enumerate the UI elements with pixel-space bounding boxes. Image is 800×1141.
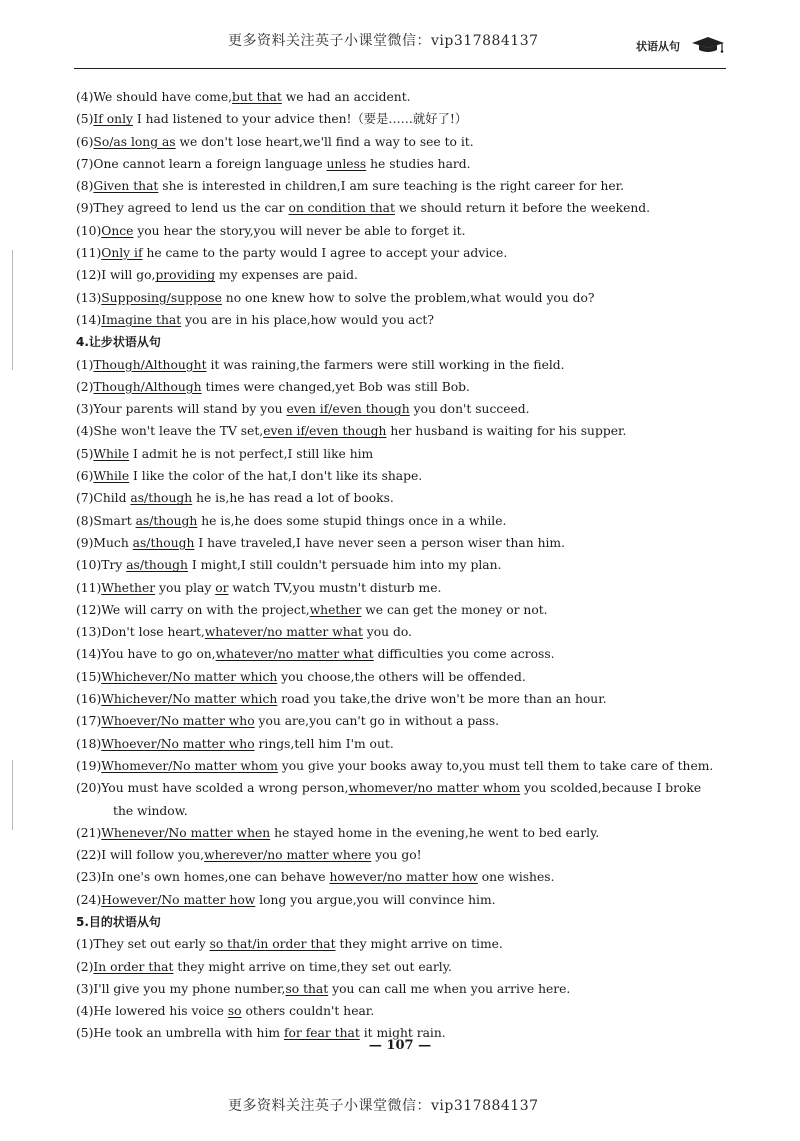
sentence-text: we should return it before the weekend. [394, 201, 651, 216]
example-sentence [76, 643, 766, 665]
example-sentence [76, 443, 766, 465]
underlined-conjunction: however/no matter how [329, 870, 478, 885]
sentence-text: (10)Try [76, 558, 127, 573]
example-sentence [76, 733, 766, 755]
underlined-conjunction: However/No matter how [101, 892, 256, 907]
sentence-text: you hear the story,you will never be able to forget it. [133, 223, 466, 238]
sentence-text: (14)You have to go on, [76, 647, 216, 662]
example-sentence [76, 398, 766, 420]
example-sentence [76, 354, 766, 376]
underlined-conjunction: so that/in order that [209, 937, 336, 952]
example-sentence [76, 175, 766, 197]
example-sentence [76, 577, 766, 599]
sentence-text: (22)I will follow you, [76, 848, 205, 863]
section-heading [76, 331, 766, 353]
sentence-text: others couldn't hear. [241, 1004, 375, 1019]
example-sentence [76, 510, 766, 532]
underlined-conjunction: Whomever/No matter whom [101, 758, 278, 773]
underlined-conjunction: Whoever/No matter who [101, 736, 255, 751]
sentence-text: you scolded,because I broke [520, 781, 702, 796]
underlined-conjunction: Whoever/No matter who [101, 714, 255, 729]
example-sentence [76, 287, 766, 309]
sentence-text: (23)In one's own homes,one can behave [76, 870, 330, 885]
sentence-text: you go! [371, 848, 422, 863]
sentence-text: (1) [76, 357, 94, 372]
sentence-text: 5.目的状语从句 [76, 914, 161, 929]
example-sentence [76, 710, 766, 732]
sentence-text: (19) [76, 758, 102, 773]
underlined-conjunction: Though/Although [93, 379, 202, 394]
sentence-text: I admit he is not perfect,I still like him [129, 446, 374, 461]
sentence-text: (7)Child [76, 491, 131, 506]
bottom-banner: 更多资料关注英子小课堂微信：vip317884137 [228, 1098, 539, 1114]
underlined-conjunction: While [93, 446, 130, 461]
sentence-text: you don't succeed. [409, 402, 530, 417]
example-sentence [76, 532, 766, 554]
sentence-text: I might,I still couldn't persuade him into my plan. [187, 558, 502, 573]
sentence-text: one wishes. [477, 870, 555, 885]
sentence-text: (2) [76, 379, 94, 394]
sentence-text: (4)We should have come, [76, 90, 233, 104]
underlined-conjunction: or [215, 580, 229, 595]
underlined-conjunction: whomever/no matter whom [348, 781, 521, 796]
chapter-tag: 状语从句 [636, 40, 680, 53]
sentence-text: (6) [76, 469, 94, 484]
sentence-text: (11) [76, 246, 102, 261]
underlined-conjunction: Once [101, 223, 134, 238]
sentence-text: she is interested in children,I am sure teaching is the right career for her. [158, 179, 625, 194]
example-sentence [76, 956, 766, 978]
sentence-text: I have traveled,I have never seen a person wiser than him. [194, 535, 565, 550]
sentence-text: (7)One cannot learn a foreign language [76, 156, 327, 171]
sentence-text: (5) [76, 112, 94, 127]
sentence-text: we had an accident. [281, 90, 411, 104]
document-body [76, 86, 766, 1045]
sentence-text: (13)Don't lose heart, [76, 625, 205, 640]
graduation-cap-icon [690, 34, 726, 54]
example-sentence [76, 108, 766, 130]
sentence-text: he came to the party would I agree to accept your advice. [142, 246, 508, 261]
sentence-text: long you argue,you will convince him. [255, 892, 496, 907]
sentence-text: (1)They set out early [76, 937, 210, 952]
sentence-text: my expenses are paid. [215, 268, 358, 283]
underlined-conjunction: So/as long as [93, 134, 176, 149]
sentence-text: they might arrive on time. [335, 937, 503, 952]
section-heading [76, 911, 766, 933]
underlined-conjunction: as/though [130, 491, 193, 506]
page-number: — 107 — [368, 1038, 432, 1053]
sentence-text: we can get the money or not. [361, 602, 548, 617]
sentence-text: I had listened to your advice then!（要是……就好了!） [132, 112, 468, 127]
example-sentence [76, 220, 766, 242]
example-sentence [76, 465, 766, 487]
underlined-conjunction: for fear that [283, 1026, 360, 1041]
example-sentence [76, 309, 766, 331]
sentence-text: her husband is waiting for his supper. [386, 424, 627, 439]
sentence-text: (6) [76, 134, 94, 149]
underlined-conjunction: so [227, 1004, 242, 1019]
underlined-conjunction: Only if [101, 246, 143, 261]
sentence-text: (12)We will carry on with the project, [76, 602, 310, 617]
underlined-conjunction: even if/even though [263, 424, 387, 439]
sentence-text: you choose,the others will be offended. [277, 669, 526, 684]
example-sentence [76, 86, 766, 108]
example-sentence-continuation [76, 800, 766, 822]
sentence-text: (24) [76, 892, 102, 907]
underlined-conjunction: unless [326, 156, 367, 171]
example-sentence [76, 889, 766, 911]
example-sentence [76, 264, 766, 286]
sentence-text: you are,you can't go in without a pass. [254, 714, 500, 729]
example-sentence [76, 978, 766, 1000]
sentence-text: rings,tell him I'm out. [254, 736, 394, 751]
underlined-conjunction: whether [309, 602, 362, 617]
underlined-conjunction: even if/even though [286, 402, 410, 417]
example-sentence [76, 777, 766, 799]
sentence-text: you give your books away to,you must tell them to take care of them. [277, 758, 714, 773]
example-sentence [76, 420, 766, 442]
sentence-text: no one knew how to solve the problem,what would you do? [221, 290, 595, 305]
sentence-text: (14) [76, 312, 102, 327]
sentence-text: watch TV,you mustn't disturb me. [228, 580, 442, 595]
sentence-text: you are in his place,how would you act? [181, 312, 434, 327]
sentence-text: (20)You must have scolded a wrong person, [76, 781, 349, 796]
sentence-text: (13) [76, 290, 102, 305]
sentence-text: (18) [76, 736, 102, 751]
underlined-conjunction: If only [93, 112, 133, 127]
sentence-text: difficulties you come across. [373, 647, 555, 662]
underlined-conjunction: whatever/no matter what [204, 625, 363, 640]
underlined-conjunction: whatever/no matter what [215, 647, 374, 662]
underlined-conjunction: on condition that [288, 201, 395, 216]
scan-margin-line [12, 250, 13, 370]
sentence-text: (16) [76, 692, 102, 707]
underlined-conjunction: Whichever/No matter which [101, 692, 278, 707]
sentence-text: (4)He lowered his voice [76, 1004, 228, 1019]
underlined-conjunction: as/though [132, 535, 195, 550]
scan-margin-line [12, 760, 13, 830]
underlined-conjunction: as/though [135, 513, 198, 528]
sentence-text: (5) [76, 446, 94, 461]
sentence-text: he studies hard. [366, 156, 471, 171]
example-sentence [76, 822, 766, 844]
sentence-text: it might rain. [359, 1026, 446, 1041]
example-sentence [76, 487, 766, 509]
underlined-conjunction: In order that [93, 959, 174, 974]
sentence-text: he is,he has read a lot of books. [192, 491, 394, 506]
example-sentence [76, 599, 766, 621]
sentence-text: you do. [362, 625, 412, 640]
sentence-text: (17) [76, 714, 102, 729]
example-sentence [76, 242, 766, 264]
example-sentence [76, 755, 766, 777]
underlined-conjunction: While [93, 469, 130, 484]
top-banner: 更多资料关注英子小课堂微信：vip317884137 [228, 33, 539, 49]
example-sentence [76, 666, 766, 688]
sentence-text: (5)He took an umbrella with him [76, 1026, 284, 1041]
example-sentence [76, 376, 766, 398]
sentence-text: (8)Smart [76, 513, 136, 528]
sentence-text: it was raining,the farmers were still working in the field. [206, 357, 565, 372]
example-sentence [76, 554, 766, 576]
sentence-text: (15) [76, 669, 102, 684]
example-sentence [76, 153, 766, 175]
sentence-text: they might arrive on time,they set out early. [173, 959, 452, 974]
underlined-conjunction: so that [285, 981, 329, 996]
underlined-conjunction: wherever/no matter where [204, 848, 372, 863]
sentence-text: (8) [76, 179, 94, 194]
underlined-conjunction: providing [155, 268, 216, 283]
sentence-text: times were changed,yet Bob was still Bob. [201, 379, 470, 394]
example-sentence [76, 866, 766, 888]
example-sentence [76, 933, 766, 955]
sentence-text: the window. [113, 803, 188, 818]
example-sentence [76, 131, 766, 153]
example-sentence [76, 621, 766, 643]
underlined-conjunction: Though/Althought [93, 357, 207, 372]
sentence-text: I like the color of the hat,I don't like its shape. [129, 469, 423, 484]
sentence-text: he is,he does some stupid things once in a while. [197, 513, 507, 528]
underlined-conjunction: Whenever/No matter when [101, 825, 271, 840]
underlined-conjunction: Whether [101, 580, 156, 595]
sentence-text: (3)I'll give you my phone number, [76, 981, 286, 996]
underlined-conjunction: Supposing/suppose [101, 290, 222, 305]
example-sentence [76, 197, 766, 219]
sentence-text: road you take,the drive won't be more than an hour. [277, 692, 607, 707]
sentence-text: you play [155, 580, 216, 595]
sentence-text: (4)She won't leave the TV set, [76, 424, 264, 439]
sentence-text: (10) [76, 223, 102, 238]
sentence-text: (3)Your parents will stand by you [76, 402, 287, 417]
sentence-text: (9)They agreed to lend us the car [76, 201, 289, 216]
example-sentence [76, 688, 766, 710]
sentence-text: (12)I will go, [76, 268, 156, 283]
sentence-text: (9)Much [76, 535, 133, 550]
underlined-conjunction: as/though [126, 558, 188, 573]
sentence-text: (11) [76, 580, 102, 595]
sentence-text: he stayed home in the evening,he went to bed early. [270, 825, 600, 840]
underlined-conjunction: Imagine that [101, 312, 182, 327]
sentence-text: (21) [76, 825, 102, 840]
example-sentence [76, 1000, 766, 1022]
sentence-text: you can call me when you arrive here. [328, 981, 571, 996]
underlined-conjunction: Given that [93, 179, 159, 194]
underlined-conjunction: but that [232, 90, 282, 104]
header-rule [74, 68, 726, 69]
sentence-text: we don't lose heart,we'll find a way to see to it. [175, 134, 474, 149]
sentence-text: (2) [76, 959, 94, 974]
sentence-text: 4.让步状语从句 [76, 335, 161, 350]
underlined-conjunction: Whichever/No matter which [101, 669, 278, 684]
example-sentence [76, 844, 766, 866]
